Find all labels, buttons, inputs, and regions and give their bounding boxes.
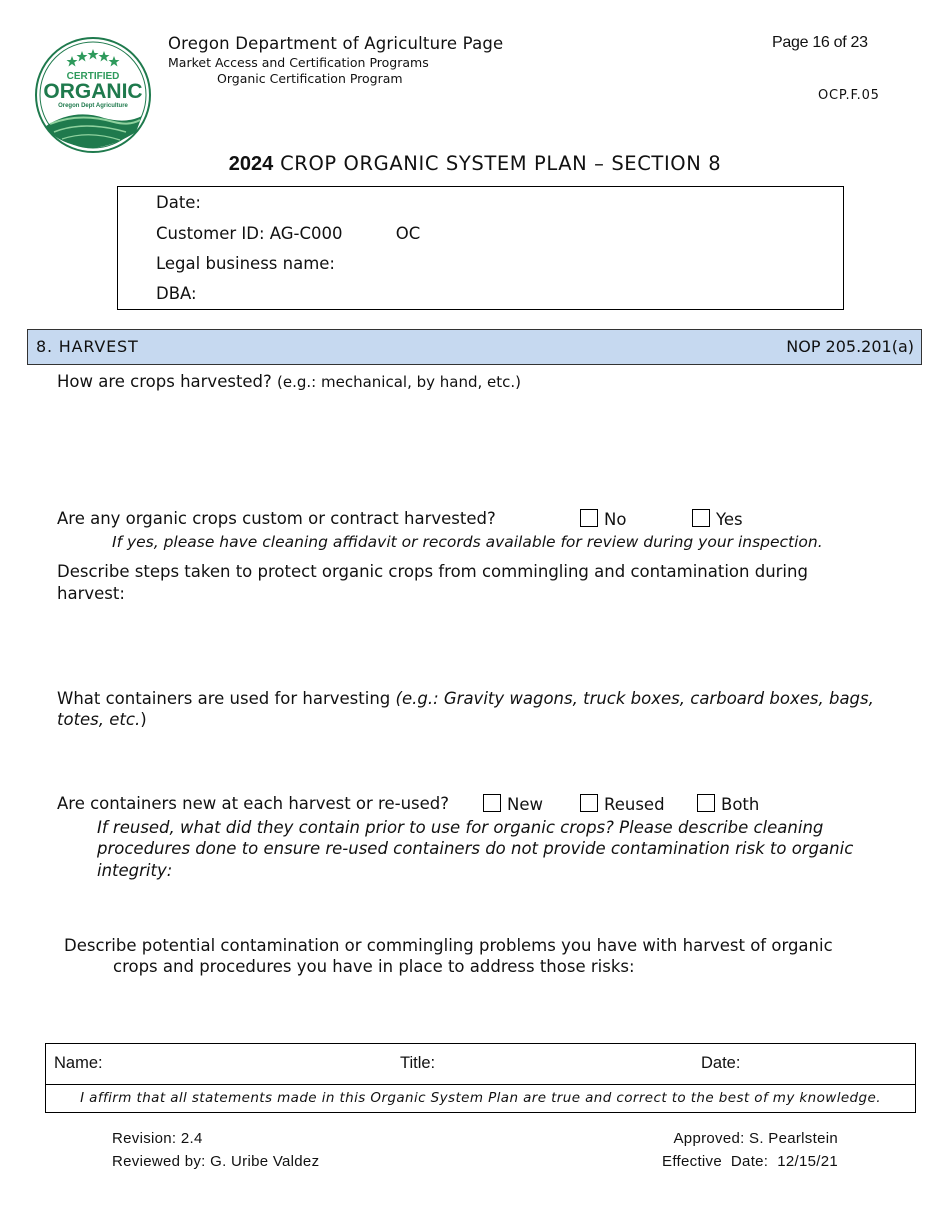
q5-new-option[interactable] (483, 794, 543, 814)
q4-example-b: totes, etc. (57, 710, 141, 729)
q6-line-1: Describe potential contamination or commingling problems you have with harvest of organic (64, 936, 833, 955)
signature-divider (46, 1084, 915, 1085)
q5-text: Are containers new at each harvest or re-used? (57, 794, 450, 813)
org-name: Oregon Department of Agriculture Page (168, 34, 504, 53)
page-title (0, 152, 950, 176)
q5-reused-label: Reused (604, 795, 665, 814)
q5-reused-option[interactable] (580, 794, 665, 814)
q1-example: (e.g.: mechanical, by hand, etc.) (277, 373, 522, 391)
approved-by: Approved: S. Pearlstein (673, 1130, 838, 1147)
question-harvest-method[interactable] (57, 372, 521, 391)
signature-name-label[interactable]: Name: (54, 1054, 103, 1072)
q5-new-checkbox[interactable] (483, 794, 501, 812)
q4-example-a: (e.g.: Gravity wagons, truck boxes, carboard boxes, bags, (395, 689, 874, 708)
q5-both-checkbox[interactable] (697, 794, 715, 812)
q5-reused-checkbox[interactable] (580, 794, 598, 812)
q5-both-label: Both (721, 795, 760, 814)
signature-title-label[interactable]: Title: (400, 1054, 436, 1072)
section-header (27, 329, 922, 365)
date-label[interactable]: Date: (156, 193, 201, 212)
q2-no-option[interactable] (580, 509, 626, 529)
q4-close: ) (140, 710, 147, 729)
q2-no-label: No (604, 510, 627, 529)
q3-line-2[interactable]: harvest: (57, 584, 125, 603)
q5-note-line-2: procedures done to ensure re-used containers do not provide contamination risk to organic (97, 839, 854, 858)
logo-text-top: CERTIFIED (66, 71, 120, 82)
q4-text: What containers are used for harvesting (57, 689, 391, 708)
q2-text: Are any organic crops custom or contract harvested? (57, 509, 496, 528)
customer-info-box (117, 186, 844, 310)
page-number: Page 16 of 23 (772, 34, 868, 51)
title-year: 2024 (228, 153, 274, 175)
q5-note-line-1: If reused, what did they contain prior to use for organic crops? Please describe cleaning (97, 818, 824, 837)
q4-line-1[interactable] (57, 689, 874, 708)
reviewed-by: Reviewed by: G. Uribe Valdez (112, 1153, 320, 1170)
q3-line-1: Describe steps taken to protect organic crops from commingling and contamination during (57, 562, 808, 581)
section-label: 8. HARVEST (36, 337, 139, 356)
signature-box (45, 1043, 916, 1113)
q5-both-option[interactable] (697, 794, 759, 814)
q5-note-line-3[interactable]: integrity: (97, 861, 173, 880)
q6-line-2[interactable]: crops and procedures you have in place to address those risks: (113, 957, 635, 976)
affirmation-statement: I affirm that all statements made in this Organic System Plan are true and correct to the best of my knowledge. (80, 1090, 881, 1106)
q1-text: How are crops harvested? (57, 372, 272, 391)
q2-yes-option[interactable] (692, 509, 743, 529)
effective-date: Effective Date: 12/15/21 (662, 1153, 838, 1170)
q4-line-2 (57, 710, 147, 729)
logo-text-bottom: Oregon Dept Agriculture (58, 103, 128, 109)
program-line-1: Market Access and Certification Programs (168, 55, 429, 70)
customer-id-suffix: OC (395, 224, 421, 243)
q2-yes-checkbox[interactable] (692, 509, 710, 527)
q2-note: If yes, please have cleaning affidavit or records available for review during your inspection. (112, 533, 823, 551)
logo-text-main: ORGANIC (43, 80, 143, 103)
q2-no-checkbox[interactable] (580, 509, 598, 527)
revision: Revision: 2.4 (112, 1130, 203, 1147)
legal-name-label[interactable]: Legal business name: (156, 254, 335, 273)
signature-date-label[interactable]: Date: (701, 1054, 741, 1072)
q2-yes-label: Yes (716, 510, 743, 529)
q5-new-label: New (507, 795, 543, 814)
certified-organic-logo (34, 36, 152, 154)
title-text: CROP ORGANIC SYSTEM PLAN – SECTION 8 (280, 152, 722, 175)
customer-id-row[interactable] (156, 224, 420, 243)
dba-label[interactable]: DBA: (156, 284, 197, 303)
section-reference: NOP 205.201(a) (786, 337, 914, 356)
form-code: OCP.F.05 (818, 88, 880, 103)
customer-id-label: Customer ID: AG-C000 (156, 224, 343, 243)
program-line-2: Organic Certification Program (217, 71, 403, 86)
